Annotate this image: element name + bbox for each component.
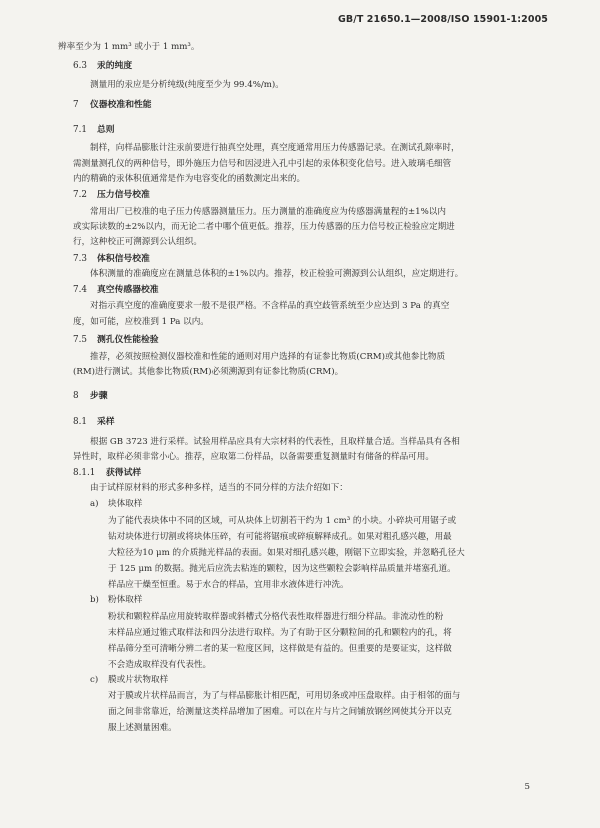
text-line: 或实际读数的±2%以内，而无论二者中哪个值更低。推荐，压力传感器的压力信号校正检验应定期进 — [73, 222, 455, 232]
text-line: 对于膜或片状样品而言，为了与样品膨胀计相匹配，可用切条或冲压盘取样。由于相邻的面与 — [108, 691, 461, 701]
text-line: 辨率至少为 1 mm³ 或小于 1 mm³。 — [58, 42, 200, 52]
text-line: (RM)进行测试。其他参比物质(RM)必须溯源到有证参比物质(CRM)。 — [73, 367, 344, 377]
heading-title: 获得试样 — [106, 468, 142, 478]
text-line: 于 125 μm 的数据。抛光后应洗去粘连的颗粒，因为这些颗粒会影响样品质量并堵塞孔道。 — [108, 564, 456, 574]
list-item-c-title: 膜或片状物取样 — [108, 675, 169, 685]
text-line: 大粒径为10 μm 的介质抛光样品的表面。如果对细孔感兴趣，刚锯下立即实验，并忽略孔径大 — [108, 548, 465, 558]
text-line: 面之间非常靠近，给测量这类样品增加了困难。可以在片与片之间铺放钢丝网使其分开以克 — [108, 707, 452, 717]
heading-title: 体积信号校准 — [97, 254, 150, 264]
text-line: 需测量测孔仪的两种信号，即外施压力信号和因浸进入孔中引起的汞体积变化信号。进入玻璃毛细管 — [73, 159, 452, 169]
heading-title: 总则 — [97, 125, 115, 135]
text-line: 体积测量的准确度应在测量总体积的±1%以内。推荐，校正检验可溯源到公认组织，应定期进行。 — [90, 269, 464, 279]
list-item-c-marker: c) — [90, 675, 99, 685]
text-line: 制样，向样品膨胀计注汞前要进行抽真空处理，真空度通常用压力传感器记录。在测试孔隙率时， — [90, 143, 460, 153]
text-line: 为了能代表块体中不同的区域，可从块体上切割若干约为 1 cm³ 的小块。小碎块可用锯子或 — [108, 516, 457, 526]
list-item-a-title: 块体取样 — [108, 499, 143, 509]
text-line: 钻对块体进行切割或将块体压碎，有可能将锯痕或碎痕解释成孔。如果对粗孔感兴趣，用最 — [108, 532, 452, 542]
text-line: 不会造成取样没有代表性。 — [108, 660, 212, 670]
text-line: 由于试样原材料的形式多种多样，适当的不同分样的方法介绍如下： — [90, 483, 348, 493]
heading-7-2 — [73, 189, 150, 201]
heading-8-1-1 — [73, 467, 142, 479]
heading-number: 8 — [73, 391, 79, 401]
heading-title: 测孔仪性能检验 — [97, 335, 159, 345]
list-item-a-marker: a) — [90, 499, 99, 509]
heading-title: 采样 — [97, 417, 115, 427]
text-line: 度，如可能，应校准到 1 Pa 以内。 — [73, 317, 209, 327]
heading-7-3 — [73, 253, 150, 265]
text-line: 末样品应通过锥式取样法和四分法进行取样。为了有助于区分颗粒间的孔和颗粒内的孔，将 — [108, 628, 452, 638]
heading-number: 7.1 — [73, 125, 87, 135]
text-line: 异性时，取样必须非常小心。推荐，应取第二份样品，以备需要重复测量时有储备的样品可用。 — [73, 452, 434, 462]
text-line: 对指示真空度的准确度要求一般不是很严格。不含样品的真空歧管系统至少应达到 3 Pa 的真空 — [90, 301, 450, 311]
heading-number: 7.5 — [73, 335, 87, 345]
heading-number: 7.4 — [73, 285, 87, 295]
text-line: 内的精确的汞体积值通常是作为电容变化的函数测定出来的。 — [73, 174, 306, 184]
list-item-b-marker: b) — [90, 595, 99, 605]
heading-title: 真空传感器校准 — [97, 285, 159, 295]
heading-7-1 — [73, 124, 115, 136]
heading-number: 7.2 — [73, 190, 87, 200]
page-number: 5 — [524, 782, 530, 792]
text-line: 样品筛分至可清晰分辨二者的某一粒度区间，这样做是有益的。但重要的是要证实，这样做 — [108, 644, 452, 654]
list-item-b-title: 粉体取样 — [108, 595, 143, 605]
heading-7-4 — [73, 284, 159, 296]
heading-8 — [73, 390, 108, 402]
heading-6-3 — [73, 60, 133, 72]
text-line: 粉状和颗粒样品应用旋转取样器或斜槽式分格代表性取样器进行细分样品。非流动性的粉 — [108, 612, 444, 622]
text-line: 样品应干燥至恒重。易于水合的样品，宜用非水液体进行冲洗。 — [108, 580, 349, 590]
heading-title: 步骤 — [90, 391, 108, 401]
standard-number-header: GB/T 21650.1—2008/ISO 15901-1:2005 — [338, 14, 548, 25]
heading-number: 7.3 — [73, 254, 87, 264]
heading-number: 8.1 — [73, 417, 87, 427]
heading-title: 汞的纯度 — [97, 61, 133, 71]
text-line: 推荐，必须按照检测仪器校准和性能的通则对用户选择的有证参比物质(CRM)或其他参比物质 — [90, 352, 446, 362]
heading-number: 6.3 — [73, 61, 87, 71]
heading-7 — [73, 99, 152, 111]
heading-number: 7 — [73, 100, 79, 110]
heading-title: 压力信号校准 — [97, 190, 150, 200]
heading-number: 8.1.1 — [73, 468, 96, 478]
heading-7-5 — [73, 334, 159, 346]
text-line: 测量用的汞应是分析纯级(纯度至少为 99.4%/m)。 — [90, 80, 284, 90]
text-line: 服上述测量困难。 — [108, 723, 177, 733]
text-line: 行，这种校正可溯源到公认组织。 — [73, 237, 202, 247]
heading-title: 仪器校准和性能 — [90, 100, 152, 110]
text-line: 根据 GB 3723 进行采样。试验用样品应具有大宗材料的代表性，且取样量合适。当样品具有各相 — [90, 437, 460, 447]
text-line: 常用出厂已校准的电子压力传感器测量压力。压力测量的准确度应为传感器满量程的±1%以内 — [90, 207, 446, 217]
heading-8-1 — [73, 416, 115, 428]
